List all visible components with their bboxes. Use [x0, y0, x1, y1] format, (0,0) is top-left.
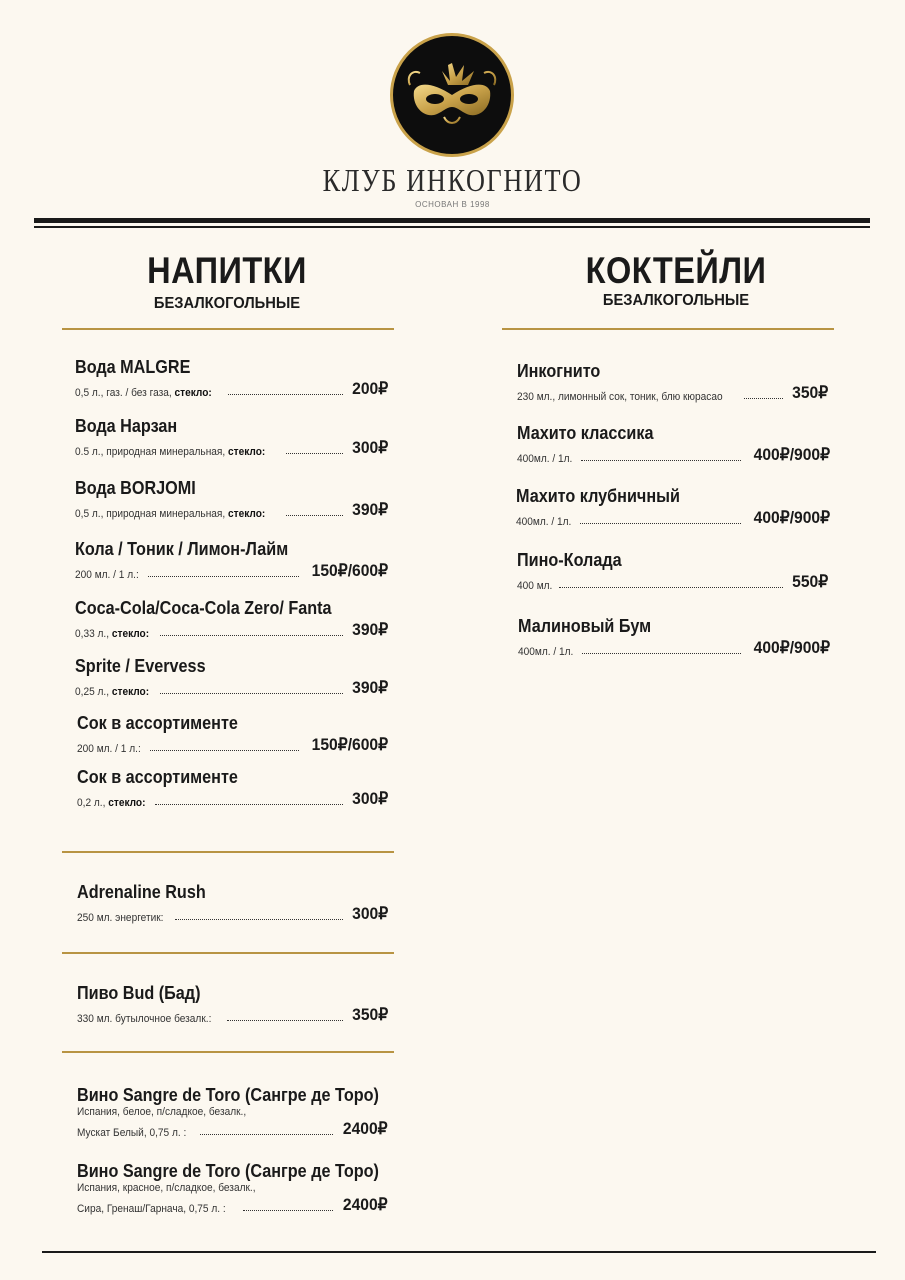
- item-price: 2400₽: [343, 1119, 388, 1138]
- item-desc: Испания, белое, п/сладкое, безалк.,: [77, 1106, 247, 1118]
- item-price: 350₽: [351, 1005, 388, 1024]
- item-price: 300₽: [351, 438, 388, 457]
- item-name: Малиновый Бум: [518, 616, 652, 636]
- item-desc: 330 мл. бутылочное безалк.:: [77, 1013, 212, 1025]
- item-desc: 0.5 л., природная минеральная, стекло:: [75, 446, 266, 458]
- item-price: 390₽: [351, 678, 388, 697]
- menu-item: [75, 357, 388, 399]
- item-name: Вино Sangre de Toro (Сангре де Торо): [77, 1161, 379, 1181]
- menu-item-beer: [77, 983, 388, 1025]
- club-name: КЛУБ ИНКОГНИТО: [322, 162, 583, 198]
- item-name: Adrenaline Rush: [77, 882, 206, 902]
- item-desc: 400 мл.: [517, 580, 553, 592]
- mask-logo: [390, 33, 514, 157]
- mask-icon: [404, 55, 500, 135]
- item-desc: 400мл. / 1л.: [518, 646, 574, 658]
- item-desc: 0,33 л., стекло:: [75, 628, 150, 640]
- item-price: 390₽: [351, 500, 388, 519]
- cocktails-gold-divider: [502, 328, 834, 330]
- item-name: Coca-Cola/Coca-Cola Zero/ Fanta: [75, 598, 332, 618]
- item-name: Инкогнито: [517, 361, 601, 381]
- cocktails-subtitle: БЕЗАЛКОГОЛЬНЫЕ: [602, 292, 750, 309]
- item-price: 2400₽: [343, 1195, 388, 1214]
- header-divider-thin: [34, 226, 870, 228]
- menu-item: [75, 416, 388, 458]
- item-price: 400₽/900₽: [753, 445, 830, 464]
- item-name: Пино-Колада: [517, 550, 622, 570]
- menu-item-wine: [77, 1161, 388, 1215]
- item-desc: Сира, Гренаш/Гарнача, 0,75 л. :: [77, 1203, 226, 1215]
- item-price: 400₽/900₽: [753, 508, 830, 527]
- item-desc: 250 мл. энергетик:: [77, 912, 164, 924]
- item-name: Кола / Тоник / Лимон-Лайм: [75, 539, 289, 559]
- menu-item-energy: [77, 882, 388, 924]
- item-desc: 0,5 л., природная минеральная, стекло:: [75, 508, 266, 520]
- cocktail-item: [516, 486, 830, 528]
- item-name: Вода Нарзан: [75, 416, 178, 436]
- menu-item: [75, 598, 388, 640]
- item-name: Вино Sangre de Toro (Сангре де Торо): [77, 1085, 379, 1105]
- menu-item: [75, 478, 388, 520]
- menu-item-wine: [77, 1085, 388, 1139]
- item-name: Махито классика: [517, 423, 654, 443]
- drinks-gold-divider: [62, 328, 394, 330]
- item-desc: Испания, красное, п/сладкое, безалк.,: [77, 1182, 256, 1194]
- item-price: 200₽: [351, 379, 388, 398]
- item-price: 400₽/900₽: [753, 638, 830, 657]
- item-name: Сок в ассортименте: [77, 767, 238, 787]
- item-name: Вода BORJOMI: [75, 478, 196, 498]
- menu-item: [77, 767, 388, 809]
- drinks-title: НАПИТКИ: [147, 250, 307, 291]
- item-name: Махито клубничный: [516, 486, 680, 506]
- cocktail-item: [517, 550, 828, 592]
- item-price: 300₽: [351, 789, 388, 808]
- item-desc: 400мл. / 1л.: [516, 516, 572, 528]
- menu-item: [75, 656, 388, 698]
- item-desc: 400мл. / 1л.: [517, 453, 573, 465]
- item-desc: 230 мл., лимонный сок, тоник, блю кюрасао: [517, 391, 723, 403]
- item-name: Вода MALGRE: [75, 357, 191, 377]
- item-price: 300₽: [351, 904, 388, 923]
- item-desc: 0,5 л., газ. / без газа, стекло:: [75, 387, 212, 399]
- cocktail-item: [518, 616, 830, 658]
- item-name: Sprite / Evervess: [75, 656, 206, 676]
- item-price: 550₽: [791, 572, 828, 591]
- item-price: 350₽: [791, 383, 828, 402]
- item-desc: 0,2 л., стекло:: [77, 797, 146, 809]
- item-desc: 200 мл. / 1 л.:: [77, 743, 141, 755]
- item-price: 150₽/600₽: [311, 735, 388, 754]
- club-tagline: ОСНОВАН В 1998: [415, 200, 490, 209]
- item-name: Сок в ассортименте: [77, 713, 238, 733]
- footer-divider: [42, 1251, 876, 1253]
- header-divider-thick: [34, 218, 870, 223]
- item-desc: 200 мл. / 1 л.:: [75, 569, 139, 581]
- cocktail-item: [517, 361, 828, 403]
- menu-item: [75, 539, 388, 581]
- item-desc: 0,25 л., стекло:: [75, 686, 150, 698]
- cocktails-title: КОКТЕЙЛИ: [585, 250, 767, 291]
- cocktail-item: [517, 423, 830, 465]
- item-desc: Мускат Белый, 0,75 л. :: [77, 1127, 187, 1139]
- item-name: Пиво Bud (Бад): [77, 983, 201, 1003]
- section-gold-divider: [62, 851, 394, 853]
- drinks-subtitle: БЕЗАЛКОГОЛЬНЫЕ: [153, 295, 301, 312]
- item-price: 390₽: [351, 620, 388, 639]
- menu-item: [77, 713, 388, 755]
- item-price: 150₽/600₽: [311, 561, 388, 580]
- section-gold-divider: [62, 1051, 394, 1053]
- section-gold-divider: [62, 952, 394, 954]
